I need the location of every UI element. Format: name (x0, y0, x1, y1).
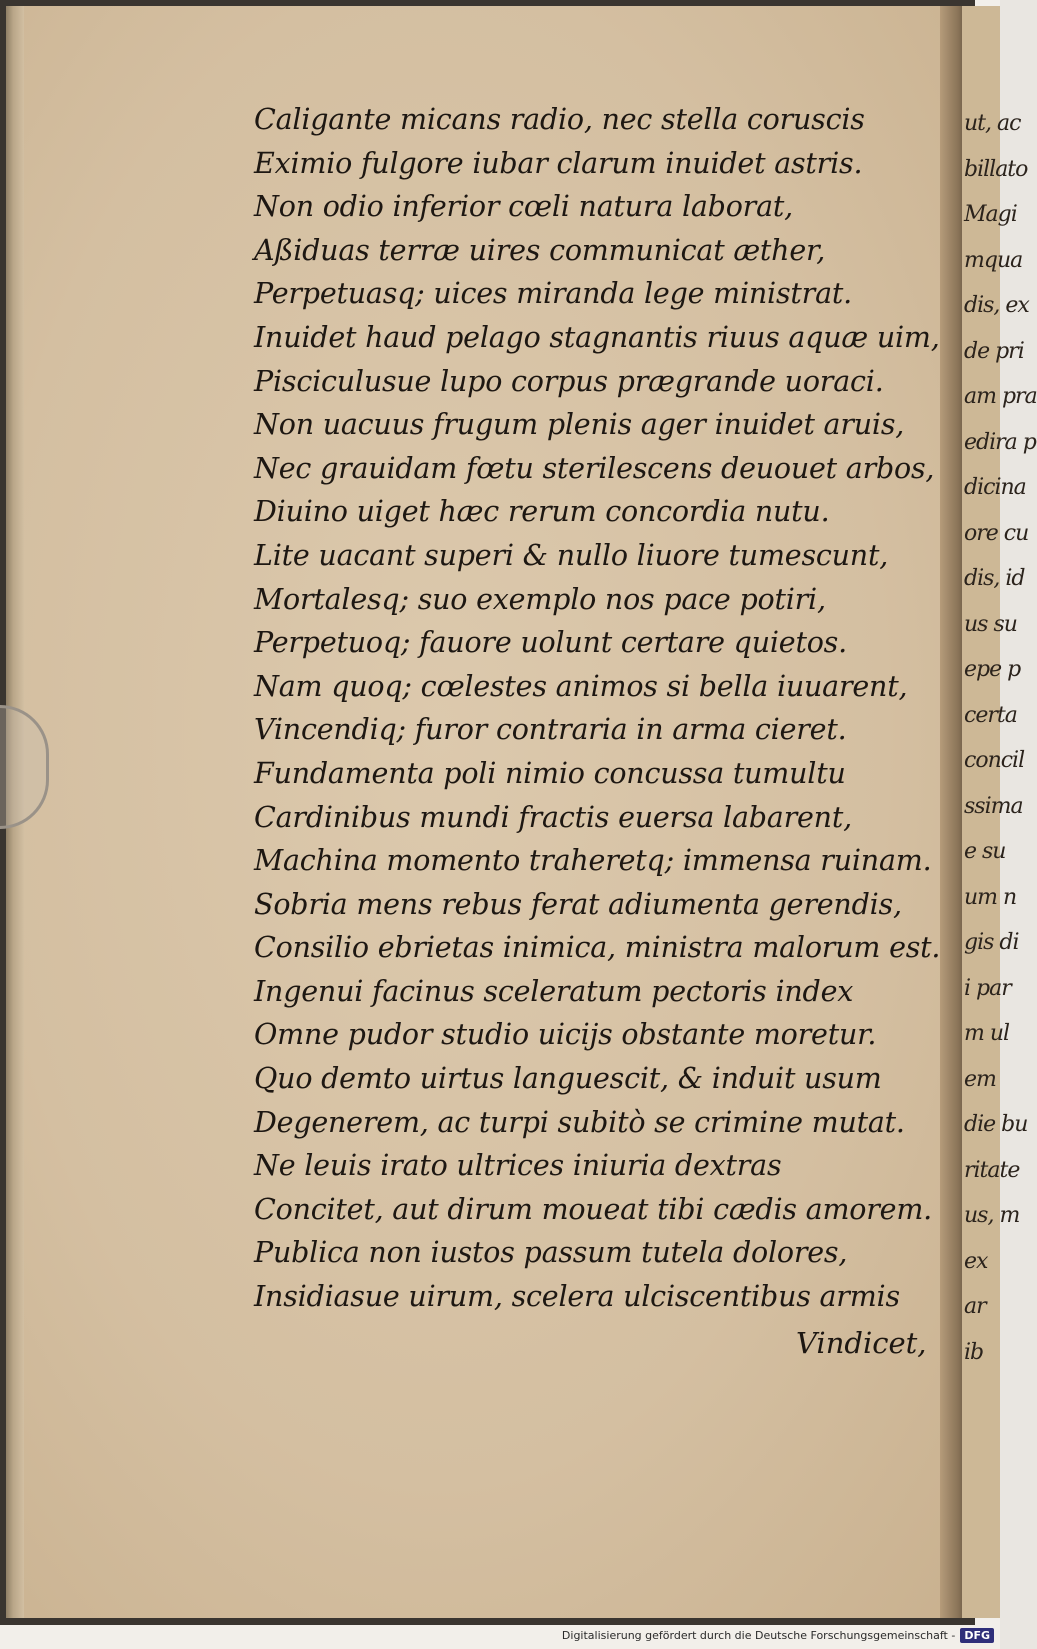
adjacent-page-text: ssima (964, 793, 1023, 819)
verse-line: Fundamenta poli nimio concussa tumultu (254, 756, 846, 790)
verse-line: Omne pudor studio uicijs obstante moretur. (254, 1018, 877, 1052)
adjacent-page-text: ex (964, 1248, 988, 1274)
adjacent-page-text: gis di (964, 930, 1019, 955)
adjacent-page-text: em (964, 1066, 996, 1092)
verse-line: Degenerem, ac turpi subitò se crimine mutat. (254, 1105, 905, 1139)
verse-line: Ingenui facinus sceleratum pectoris index (254, 974, 854, 1008)
verse-line: Caligante micans radio, nec stella coruscis (254, 103, 865, 136)
adjacent-page-text: um n (964, 884, 1017, 910)
adjacent-page-text: die bu (964, 1112, 1028, 1137)
adjacent-page-text: epe p (964, 657, 1021, 682)
verse-line: Mortalesq; suo exemplo nos pace potiri, (254, 582, 826, 616)
adjacent-page-text: de pri (964, 338, 1024, 364)
adjacent-page-text: certa (964, 702, 1017, 728)
adjacent-page-text: concil (964, 748, 1025, 773)
adjacent-page-text: ritate (964, 1157, 1020, 1183)
catchword: Vindicet, (796, 1326, 927, 1360)
adjacent-page-text: e su (964, 839, 1006, 864)
verse-line: Quo demto uirtus languescit, & induit usum (254, 1062, 882, 1096)
adjacent-page-text: billato (964, 156, 1028, 182)
verse-line: Pisciculusue lupo corpus prægrande uoraci. (254, 364, 884, 398)
verse-line: Publica non iustos passum tutela dolores, (254, 1236, 848, 1270)
verse-line: Insidiasue uirum, scelera ulciscentibus armis (254, 1280, 900, 1314)
adjacent-page-text: edira p (964, 429, 1036, 455)
credit-text: Digitalisierung gefördert durch die Deutsche Forschungsgemeinschaft - (561, 1628, 956, 1642)
verse-line: Nam quoq; cœlestes animos si bella iuuarent, (254, 669, 908, 703)
digitization-credit (562, 1625, 994, 1645)
adjacent-page-fragment (962, 6, 1037, 1618)
verse-line: Non odio inferior cœli natura laborat, (254, 190, 794, 224)
adjacent-page-text: dicina (964, 475, 1026, 500)
verse-line: Sobria mens rebus ferat adiumenta gerendis, (254, 887, 902, 921)
adjacent-page-text: ut, ac (964, 111, 1021, 136)
verse-line: Concitet, aut dirum moueat tibi cædis amorem. (254, 1192, 933, 1226)
adjacent-page-text: ar (964, 1294, 986, 1319)
verse-line: Perpetuoq; fauore uolunt certare quietos. (254, 626, 847, 660)
verse-line: Aßiduas terræ uires communicat æther, (254, 233, 826, 267)
verse-line: Ne leuis irato ultrices iniuria dextras (254, 1149, 782, 1183)
adjacent-page-text: Magi (964, 202, 1017, 227)
verse-line: Cardinibus mundi fractis euersa labarent, (254, 800, 852, 834)
adjacent-page-text: m ul (964, 1021, 1010, 1046)
verse-line: Vincendiq; furor contraria in arma cieret. (254, 713, 847, 747)
adjacent-page-text: dis, ex (964, 293, 1029, 318)
verse-line: Lite uacant superi & nullo liuore tumescunt, (254, 538, 889, 572)
dfg-logo: DFG (960, 1628, 994, 1643)
adjacent-page-text: i par (964, 975, 1011, 1001)
adjacent-page-text: dis, id (964, 566, 1025, 591)
verse-line: Diuino uiget hæc rerum concordia nutu. (254, 495, 830, 529)
verse-line: Nec grauidam fœtu sterilescens deuouet arbos, (254, 451, 935, 485)
verse-line: Non uacuus frugum plenis ager inuidet aruis, (254, 408, 905, 442)
adjacent-page-text: mqua (964, 247, 1023, 273)
verse-text-block (254, 98, 941, 1319)
adjacent-page-text: am pra (964, 384, 1037, 409)
adjacent-page-text: us, m (964, 1203, 1020, 1228)
adjacent-page-text: ore cu (964, 520, 1029, 546)
verse-line: Machina momento traheretq; immensa ruinam. (254, 844, 932, 878)
adjacent-page-text: us su (964, 611, 1017, 637)
verse-line: Eximio fulgore iubar clarum inuidet astris. (254, 146, 863, 180)
verse-line: Perpetuasq; uices miranda lege ministrat. (254, 277, 852, 311)
verse-line: Consilio ebrietas inimica, ministra malorum est. (254, 931, 941, 965)
adjacent-page-text: ib (964, 1339, 984, 1365)
verse-line: Inuidet haud pelago stagnantis riuus aquæ uim, (254, 320, 940, 354)
